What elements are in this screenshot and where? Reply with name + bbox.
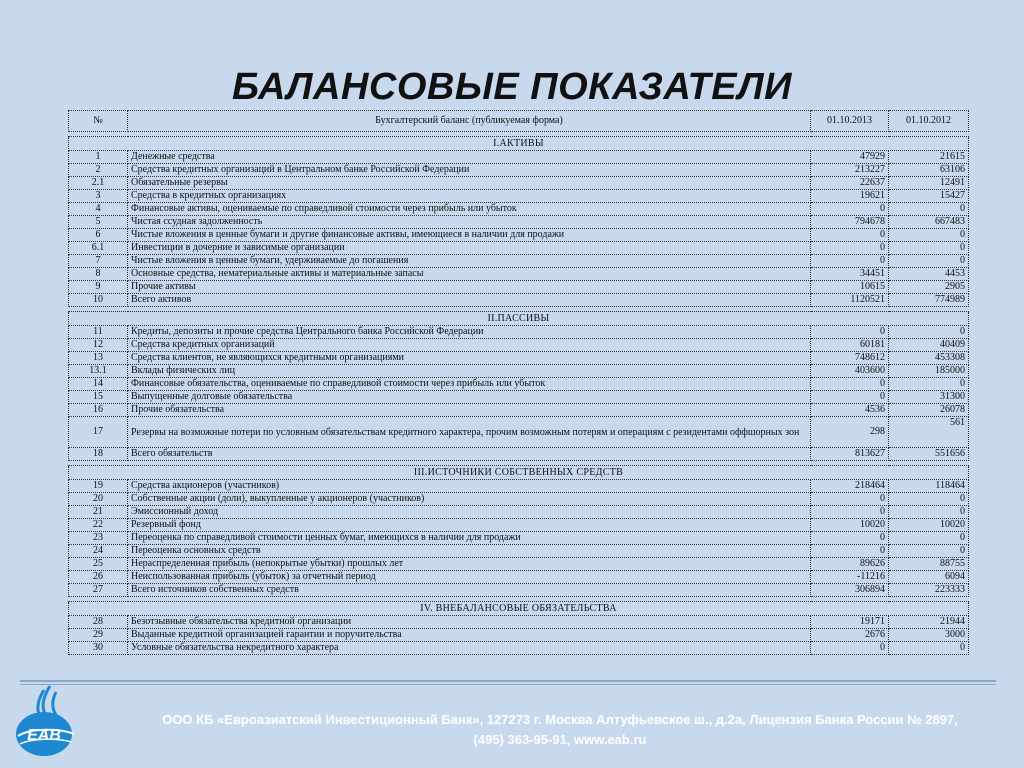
row-name: Средства клиентов, не являющихся кредитными организациями <box>128 352 811 365</box>
value-2013: 89626 <box>811 558 889 571</box>
value-2013: 748612 <box>811 352 889 365</box>
table-row <box>69 281 969 294</box>
value-2013: 298 <box>811 417 889 448</box>
value-2013: 794678 <box>811 216 889 229</box>
row-name: Инвестиции в дочерние и зависимые организации <box>128 242 811 255</box>
row-name: Нераспределенная прибыль (непокрытые убытки) прошлых лет <box>128 558 811 571</box>
header-name: Бухгалтерский баланс (публикуемая форма) <box>128 111 811 132</box>
row-number: 9 <box>69 281 128 294</box>
row-name: Эмиссионный доход <box>128 506 811 519</box>
row-number: 28 <box>69 616 128 629</box>
table-row <box>69 519 969 532</box>
header-date-2012: 01.10.2012 <box>889 111 969 132</box>
section-title: I.АКТИВЫ <box>69 137 969 151</box>
table-row <box>69 480 969 493</box>
table-row <box>69 216 969 229</box>
table-row <box>69 229 969 242</box>
table-row <box>69 339 969 352</box>
table-row <box>69 203 969 216</box>
value-2013: 0 <box>811 229 889 242</box>
section-title: IV. ВНЕБАЛАНСОВЫЕ ОБЯЗАТЕЛЬСТВА <box>69 602 969 616</box>
value-2012: 4453 <box>889 268 969 281</box>
table-row <box>69 629 969 642</box>
table-row <box>69 404 969 417</box>
value-2013: 0 <box>811 203 889 216</box>
row-name: Средства кредитных организаций в Центральном банке Российской Федерации <box>128 164 811 177</box>
row-name: Выпущенные долговые обязательства <box>128 391 811 404</box>
value-2013: 22637 <box>811 177 889 190</box>
row-name: Собственные акции (доли), выкупленные у акционеров (участников) <box>128 493 811 506</box>
footer-line-1: ООО КБ «Евроазиатский Инвестиционный Банк», 127273 г. Москва Алтуфьевское ш., д.2а, Лицензия Банка России № 2897, <box>162 712 958 727</box>
section-title-row <box>69 466 969 480</box>
row-name: Безотзывные обязательства кредитной организации <box>128 616 811 629</box>
value-2012: 3000 <box>889 629 969 642</box>
table-row <box>69 448 969 461</box>
value-2012: 0 <box>889 229 969 242</box>
row-name: Прочие активы <box>128 281 811 294</box>
value-2012: 0 <box>889 493 969 506</box>
row-name: Резервный фонд <box>128 519 811 532</box>
table-row <box>69 326 969 339</box>
row-number: 2.1 <box>69 177 128 190</box>
footer-divider-thin <box>20 684 996 685</box>
value-2012: 0 <box>889 545 969 558</box>
table-row <box>69 190 969 203</box>
value-2012: 15427 <box>889 190 969 203</box>
value-2013: 0 <box>811 506 889 519</box>
value-2013: -11216 <box>811 571 889 584</box>
row-number: 19 <box>69 480 128 493</box>
row-number: 2 <box>69 164 128 177</box>
value-2012: 0 <box>889 378 969 391</box>
row-name: Основные средства, нематериальные активы и материальные запасы <box>128 268 811 281</box>
row-number: 12 <box>69 339 128 352</box>
row-name: Чистые вложения в ценные бумаги и другие финансовые активы, имеющиеся в наличии для продажи <box>128 229 811 242</box>
value-2012: 2905 <box>889 281 969 294</box>
value-2013: 218464 <box>811 480 889 493</box>
value-2012: 561 <box>889 417 969 448</box>
row-name: Кредиты, депозиты и прочие средства Центрального банка Российской Федерации <box>128 326 811 339</box>
value-2013: 34451 <box>811 268 889 281</box>
table-row <box>69 242 969 255</box>
row-name: Условные обязательства некредитного характера <box>128 642 811 655</box>
value-2012: 31300 <box>889 391 969 404</box>
footer-divider <box>20 680 996 682</box>
table-header-row <box>69 111 969 132</box>
row-name: Резервы на возможные потери по условным обязательствам кредитного характера, прочим возможным потерям и операциям с резидентами оффшорных зон <box>128 417 811 448</box>
row-number: 29 <box>69 629 128 642</box>
row-name: Выданные кредитной организацией гарантии и поручительства <box>128 629 811 642</box>
row-number: 15 <box>69 391 128 404</box>
table-row <box>69 506 969 519</box>
table-row <box>69 378 969 391</box>
row-name: Финансовые активы, оцениваемые по справедливой стоимости через прибыль или убыток <box>128 203 811 216</box>
row-number: 27 <box>69 584 128 597</box>
row-number: 5 <box>69 216 128 229</box>
table-row <box>69 268 969 281</box>
value-2013: 19621 <box>811 190 889 203</box>
value-2013: 2676 <box>811 629 889 642</box>
value-2012: 453308 <box>889 352 969 365</box>
value-2013: 403600 <box>811 365 889 378</box>
value-2012: 0 <box>889 506 969 519</box>
table-row <box>69 151 969 164</box>
row-name: Всего источников собственных средств <box>128 584 811 597</box>
row-number: 6.1 <box>69 242 128 255</box>
value-2012: 21944 <box>889 616 969 629</box>
row-name: Переоценка основных средств <box>128 545 811 558</box>
table-row <box>69 255 969 268</box>
value-2013: 0 <box>811 391 889 404</box>
value-2012: 10020 <box>889 519 969 532</box>
table-row <box>69 365 969 378</box>
row-number: 30 <box>69 642 128 655</box>
row-name: Прочие обязательства <box>128 404 811 417</box>
table-row <box>69 417 969 448</box>
table-row <box>69 545 969 558</box>
row-number: 20 <box>69 493 128 506</box>
row-number: 6 <box>69 229 128 242</box>
section-title-row <box>69 602 969 616</box>
value-2013: 10020 <box>811 519 889 532</box>
row-number: 13.1 <box>69 365 128 378</box>
value-2013: 0 <box>811 255 889 268</box>
value-2013: 0 <box>811 242 889 255</box>
row-number: 22 <box>69 519 128 532</box>
row-name: Денежные средства <box>128 151 811 164</box>
row-name: Обязательные резервы <box>128 177 811 190</box>
table-row <box>69 558 969 571</box>
table-row <box>69 493 969 506</box>
value-2012: 26078 <box>889 404 969 417</box>
row-number: 4 <box>69 203 128 216</box>
table-row <box>69 352 969 365</box>
row-number: 24 <box>69 545 128 558</box>
row-number: 3 <box>69 190 128 203</box>
table-row <box>69 177 969 190</box>
row-number: 23 <box>69 532 128 545</box>
row-name: Чистые вложения в ценные бумаги, удерживаемые до погашения <box>128 255 811 268</box>
table-row <box>69 532 969 545</box>
table-row <box>69 616 969 629</box>
row-number: 16 <box>69 404 128 417</box>
row-name: Финансовые обязательства, оцениваемые по справедливой стоимости через прибыль или убыток <box>128 378 811 391</box>
section-title: III.ИСТОЧНИКИ СОБСТВЕННЫХ СРЕДСТВ <box>69 466 969 480</box>
value-2013: 0 <box>811 532 889 545</box>
row-name: Всего обязательств <box>128 448 811 461</box>
value-2012: 63106 <box>889 164 969 177</box>
header-num: № <box>69 111 128 132</box>
row-name: Всего активов <box>128 294 811 307</box>
row-number: 11 <box>69 326 128 339</box>
value-2012: 40409 <box>889 339 969 352</box>
value-2012: 118464 <box>889 480 969 493</box>
section-title: II.ПАССИВЫ <box>69 312 969 326</box>
row-number: 17 <box>69 417 128 448</box>
value-2012: 0 <box>889 203 969 216</box>
table-row <box>69 164 969 177</box>
value-2012: 21615 <box>889 151 969 164</box>
value-2013: 19171 <box>811 616 889 629</box>
value-2013: 813627 <box>811 448 889 461</box>
row-name: Средства кредитных организаций <box>128 339 811 352</box>
row-name: Вклады физических лиц <box>128 365 811 378</box>
table-row <box>69 294 969 307</box>
value-2013: 0 <box>811 493 889 506</box>
eab-logo-icon <box>10 684 90 768</box>
value-2012: 6094 <box>889 571 969 584</box>
value-2013: 1120521 <box>811 294 889 307</box>
value-2013: 0 <box>811 326 889 339</box>
row-number: 18 <box>69 448 128 461</box>
table-row <box>69 584 969 597</box>
balance-table <box>68 110 969 655</box>
header-date-2013: 01.10.2013 <box>811 111 889 132</box>
value-2013: 0 <box>811 642 889 655</box>
section-title-row <box>69 137 969 151</box>
value-2012: 774989 <box>889 294 969 307</box>
value-2012: 0 <box>889 242 969 255</box>
row-name: Неиспользованная прибыль (убыток) за отчетный период <box>128 571 811 584</box>
value-2013: 60181 <box>811 339 889 352</box>
footer-text <box>100 710 1020 750</box>
row-number: 10 <box>69 294 128 307</box>
page-title: БАЛАНСОВЫЕ ПОКАЗАТЕЛИ <box>232 66 792 108</box>
logo-text: EAB <box>27 727 61 744</box>
table-row <box>69 571 969 584</box>
row-name: Переоценка по справедливой стоимости ценных бумаг, имеющихся в наличии для продажи <box>128 532 811 545</box>
value-2013: 47929 <box>811 151 889 164</box>
row-number: 13 <box>69 352 128 365</box>
value-2012: 0 <box>889 255 969 268</box>
value-2012: 0 <box>889 326 969 339</box>
value-2012: 185000 <box>889 365 969 378</box>
row-name: Средства акционеров (участников) <box>128 480 811 493</box>
row-number: 7 <box>69 255 128 268</box>
value-2012: 223333 <box>889 584 969 597</box>
value-2013: 0 <box>811 378 889 391</box>
row-number: 25 <box>69 558 128 571</box>
row-number: 21 <box>69 506 128 519</box>
table-row <box>69 642 969 655</box>
value-2012: 667483 <box>889 216 969 229</box>
row-name: Чистая ссудная задолженность <box>128 216 811 229</box>
row-number: 1 <box>69 151 128 164</box>
value-2012: 0 <box>889 642 969 655</box>
section-title-row <box>69 312 969 326</box>
value-2013: 10615 <box>811 281 889 294</box>
value-2013: 213227 <box>811 164 889 177</box>
row-number: 26 <box>69 571 128 584</box>
value-2013: 4536 <box>811 404 889 417</box>
row-number: 14 <box>69 378 128 391</box>
row-number: 8 <box>69 268 128 281</box>
value-2012: 12491 <box>889 177 969 190</box>
value-2012: 88755 <box>889 558 969 571</box>
value-2013: 0 <box>811 545 889 558</box>
value-2012: 0 <box>889 532 969 545</box>
row-name: Средства в кредитных организациях <box>128 190 811 203</box>
value-2012: 551656 <box>889 448 969 461</box>
value-2013: 306894 <box>811 584 889 597</box>
table-row <box>69 391 969 404</box>
footer-line-2: (495) 363-95-91, www.eab.ru <box>473 732 647 747</box>
